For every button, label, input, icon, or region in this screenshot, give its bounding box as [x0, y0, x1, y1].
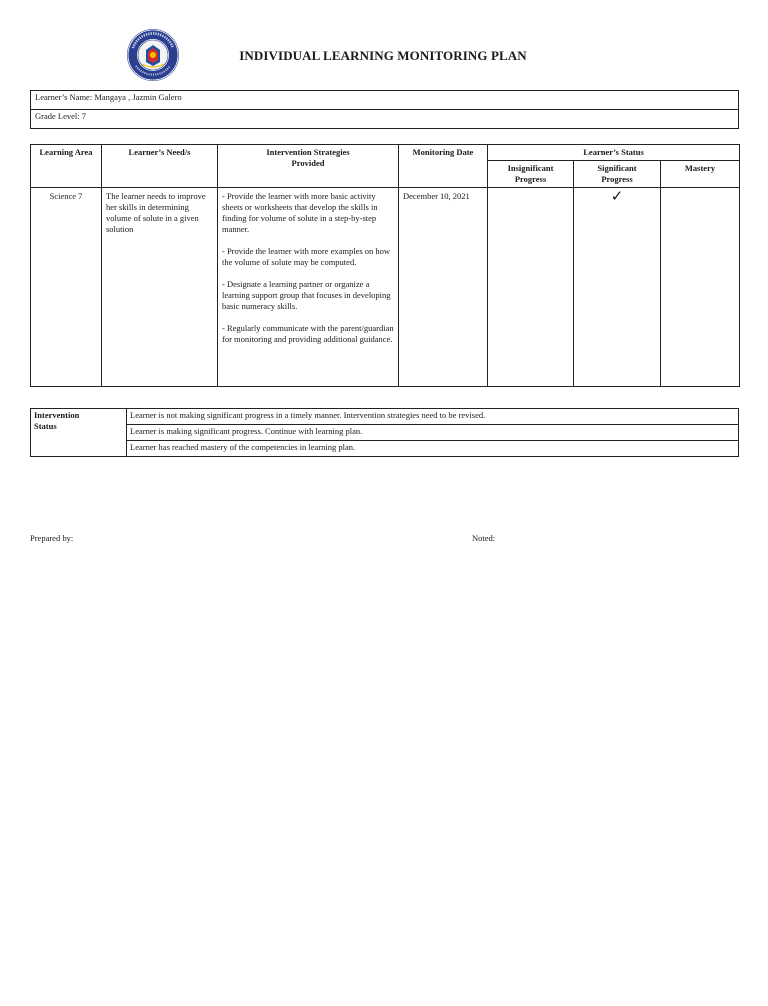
grade-level-value: 7 — [81, 111, 86, 121]
cell-intervention-strategies — [218, 188, 399, 387]
cell-significant-progress — [574, 188, 661, 387]
noted-label: Noted: — [472, 533, 496, 543]
intervention-status-label: Intervention Status — [31, 409, 127, 457]
strategy-item: - Provide the learner with more basic activity sheets or worksheets that develop the skills in finding for volume of solute in a step-by-step manner. — [222, 191, 378, 234]
learner-info-table — [30, 90, 739, 129]
header-insignificant-progress: Insignificant Progress — [488, 161, 574, 188]
header-monitoring-date: Monitoring Date — [399, 145, 488, 188]
strategy-item: - Provide the learner with more examples on how the volume of solute may be computed. — [222, 246, 391, 267]
cell-learning-area: Science 7 — [31, 188, 102, 387]
cell-learner-needs: The learner needs to improve her skills in determining volume of solute in a given solution — [102, 188, 218, 387]
learner-name-label: Learner’s Name: — [35, 92, 93, 102]
status-item-mastery: Learner has reached mastery of the competencies in learning plan. — [127, 441, 739, 457]
header-intervention-strategies: Intervention Strategies Provided — [218, 145, 399, 188]
status-item-significant: Learner is making significant progress. Continue with learning plan. — [127, 425, 739, 441]
header-mastery: Mastery — [661, 161, 740, 188]
status-item-not-significant: Learner is not making significant progress in a timely manner. Intervention strategies need to be revised. — [127, 409, 739, 425]
header-learner-needs: Learner’s Need/s — [102, 145, 218, 188]
cell-monitoring-date: December 10, 2021 — [399, 188, 488, 387]
prepared-by-label: Prepared by: — [30, 533, 74, 543]
strategy-item: - Regularly communicate with the parent/guardian for monitoring and providing additional guidance. — [222, 323, 394, 344]
checkmark-icon: ✓ — [610, 187, 624, 205]
cell-insignificant-progress — [488, 188, 574, 387]
learner-name-row — [31, 91, 739, 110]
intervention-status-table — [30, 408, 739, 457]
monitoring-plan-table — [30, 144, 740, 387]
table-row — [31, 188, 740, 387]
strategy-item: - Designate a learning partner or organize a learning support group that focuses in developing basic numeracy skills. — [222, 279, 391, 311]
header-learning-area: Learning Area — [31, 145, 102, 188]
document-title: INDIVIDUAL LEARNING MONITORING PLAN — [239, 48, 527, 63]
header-significant-progress: Significant Progress — [574, 161, 661, 188]
cell-mastery — [661, 188, 740, 387]
header-learners-status: Learner’s Status — [488, 145, 740, 161]
grade-level-row — [31, 110, 739, 129]
learner-name-value: Mangaya , Jazmin Galero — [94, 92, 182, 102]
grade-level-label: Grade Level: — [35, 111, 80, 121]
